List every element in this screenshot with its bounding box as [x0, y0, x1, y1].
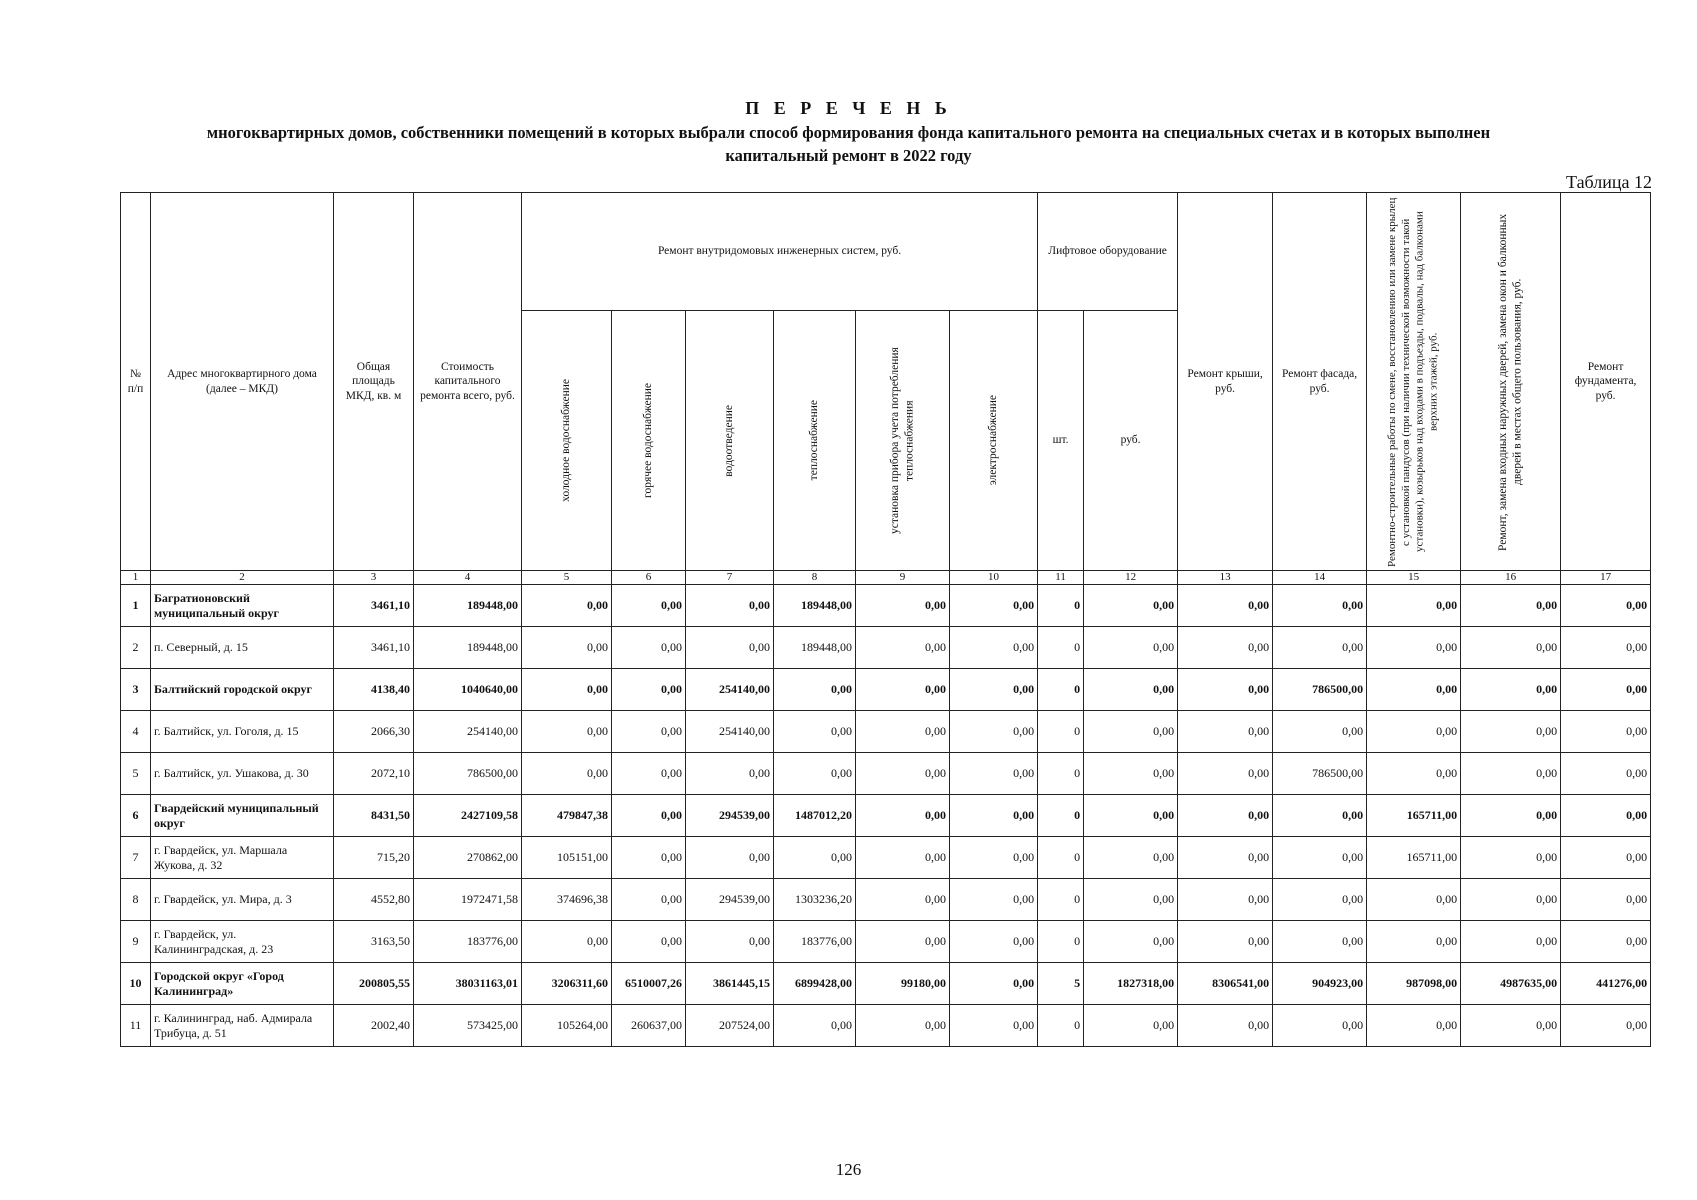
cell-hot: 0,00: [612, 837, 686, 879]
column-number: 11: [1038, 571, 1084, 585]
column-number: 2: [151, 571, 334, 585]
header-electric-text: электроснабжение: [987, 395, 1000, 486]
header-cold-water: [522, 311, 612, 571]
cell-doors: 0,00: [1461, 879, 1561, 921]
row-address: г. Калининград, наб. Адмирала Трибуца, д. 51: [151, 1005, 334, 1047]
cell-elec: 0,00: [950, 753, 1038, 795]
cell-roof: 0,00: [1178, 879, 1273, 921]
column-number: 12: [1084, 571, 1178, 585]
cell-meter: 0,00: [856, 837, 950, 879]
row-number: 2: [121, 627, 151, 669]
cell-drain: 207524,00: [686, 1005, 774, 1047]
cell-heat: 1303236,20: [774, 879, 856, 921]
row-address: Гвардейский муниципальный округ: [151, 795, 334, 837]
column-number: 5: [522, 571, 612, 585]
cell-found: 0,00: [1561, 753, 1651, 795]
cell-roof: 0,00: [1178, 669, 1273, 711]
row-number: 4: [121, 711, 151, 753]
cell-drain: 294539,00: [686, 795, 774, 837]
cell-doors: 0,00: [1461, 627, 1561, 669]
document-title: П Е Р Е Ч Е Н Ь: [745, 98, 952, 118]
cell-lift-pcs: 0: [1038, 753, 1084, 795]
cell-facade: 0,00: [1273, 795, 1367, 837]
cell-drain: 0,00: [686, 921, 774, 963]
cell-roof: 0,00: [1178, 795, 1273, 837]
cell-drain: 254140,00: [686, 711, 774, 753]
cell-facade: 0,00: [1273, 879, 1367, 921]
cell-total: 2427109,58: [414, 795, 522, 837]
cell-area: 2002,40: [334, 1005, 414, 1047]
cell-roof: 0,00: [1178, 921, 1273, 963]
document-subtitle-line2: капитальный ремонт в 2022 году: [725, 146, 972, 165]
header-hot-water: [612, 311, 686, 571]
cell-found: 441276,00: [1561, 963, 1651, 1005]
cell-heat: 0,00: [774, 753, 856, 795]
column-number: 9: [856, 571, 950, 585]
row-number: 1: [121, 585, 151, 627]
cell-constr: 987098,00: [1367, 963, 1461, 1005]
header-heating: [774, 311, 856, 571]
cell-elec: 0,00: [950, 837, 1038, 879]
cell-found: 0,00: [1561, 585, 1651, 627]
cell-heat: 0,00: [774, 711, 856, 753]
cell-doors: 0,00: [1461, 585, 1561, 627]
repair-table: [120, 192, 1651, 1047]
cell-lift-pcs: 0: [1038, 879, 1084, 921]
row-number: 8: [121, 879, 151, 921]
cell-lift-rub: 0,00: [1084, 585, 1178, 627]
cell-hot: 260637,00: [612, 1005, 686, 1047]
cell-heat: 0,00: [774, 669, 856, 711]
column-number: 13: [1178, 571, 1273, 585]
column-number: 3: [334, 571, 414, 585]
cell-constr: 0,00: [1367, 879, 1461, 921]
cell-meter: 0,00: [856, 669, 950, 711]
cell-meter: 0,00: [856, 1005, 950, 1047]
cell-found: 0,00: [1561, 669, 1651, 711]
cell-drain: 3861445,15: [686, 963, 774, 1005]
cell-elec: 0,00: [950, 711, 1038, 753]
row-number: 3: [121, 669, 151, 711]
cell-lift-rub: 0,00: [1084, 921, 1178, 963]
row-address: Городской округ «Город Калининград»: [151, 963, 334, 1005]
cell-total: 573425,00: [414, 1005, 522, 1047]
row-address: Багратионовский муниципальный округ: [151, 585, 334, 627]
cell-lift-rub: 0,00: [1084, 627, 1178, 669]
cell-total: 183776,00: [414, 921, 522, 963]
cell-constr: 0,00: [1367, 753, 1461, 795]
cell-meter: 0,00: [856, 627, 950, 669]
cell-heat: 189448,00: [774, 627, 856, 669]
column-number: 8: [774, 571, 856, 585]
cell-hot: 0,00: [612, 921, 686, 963]
cell-lift-pcs: 0: [1038, 669, 1084, 711]
row-number: 7: [121, 837, 151, 879]
cell-roof: 0,00: [1178, 711, 1273, 753]
header-doors-text: Ремонт, замена входных наружных дверей, замена окон и балконных дверей в местах общего пользования, руб.: [1497, 212, 1524, 551]
cell-constr: 165711,00: [1367, 795, 1461, 837]
document-subtitle: многоквартирных домов, собственники помещений в которых выбрали способ формирования фонда капитального ремонта на специальных счетах и в которых выполнен: [206, 123, 1491, 142]
cell-lift-rub: 0,00: [1084, 669, 1178, 711]
row-address: г. Гвардейск, ул. Мира, д. 3: [151, 879, 334, 921]
cell-found: 0,00: [1561, 795, 1651, 837]
cell-doors: 0,00: [1461, 711, 1561, 753]
cell-hot: 0,00: [612, 795, 686, 837]
header-foundation: Ремонт фундамента, руб.: [1561, 193, 1651, 571]
table-row: [121, 753, 1651, 795]
cell-elec: 0,00: [950, 921, 1038, 963]
column-number: 17: [1561, 571, 1651, 585]
header-meter-text: установка прибора учета потребления теплоснабжения: [889, 347, 916, 534]
cell-area: 715,20: [334, 837, 414, 879]
cell-facade: 0,00: [1273, 1005, 1367, 1047]
cell-total: 1040640,00: [414, 669, 522, 711]
table-row: [121, 627, 1651, 669]
cell-lift-pcs: 0: [1038, 585, 1084, 627]
row-number: 5: [121, 753, 151, 795]
cell-total: 38031163,01: [414, 963, 522, 1005]
header-cold-water-text: холодное водоснабжение: [560, 379, 573, 502]
row-number: 9: [121, 921, 151, 963]
cell-constr: 0,00: [1367, 1005, 1461, 1047]
cell-doors: 0,00: [1461, 669, 1561, 711]
cell-doors: 0,00: [1461, 1005, 1561, 1047]
cell-doors: 0,00: [1461, 753, 1561, 795]
table-row: [121, 585, 1651, 627]
cell-doors: 4987635,00: [1461, 963, 1561, 1005]
cell-area: 4552,80: [334, 879, 414, 921]
header-hot-water-text: горячее водоснабжение: [642, 383, 655, 498]
header-no: № п/п: [121, 193, 151, 571]
cell-meter: 0,00: [856, 711, 950, 753]
header-construction: [1367, 193, 1461, 571]
cell-facade: 0,00: [1273, 921, 1367, 963]
cell-cold: 0,00: [522, 585, 612, 627]
cell-constr: 0,00: [1367, 585, 1461, 627]
cell-lift-rub: 0,00: [1084, 879, 1178, 921]
row-address: г. Балтийск, ул. Гоголя, д. 15: [151, 711, 334, 753]
table-row: [121, 1005, 1651, 1047]
column-number: 6: [612, 571, 686, 585]
cell-total: 254140,00: [414, 711, 522, 753]
header-area: Общая площадь МКД, кв. м: [334, 193, 414, 571]
row-address: п. Северный, д. 15: [151, 627, 334, 669]
cell-heat: 0,00: [774, 837, 856, 879]
header-total-cost: Стоимость капитального ремонта всего, руб.: [414, 193, 522, 571]
cell-meter: 0,00: [856, 795, 950, 837]
header-doors: [1461, 193, 1561, 571]
column-number: 7: [686, 571, 774, 585]
table-body: [121, 585, 1651, 1047]
cell-constr: 165711,00: [1367, 837, 1461, 879]
cell-heat: 183776,00: [774, 921, 856, 963]
cell-lift-rub: 0,00: [1084, 795, 1178, 837]
cell-total: 270862,00: [414, 837, 522, 879]
cell-doors: 0,00: [1461, 837, 1561, 879]
header-drainage-text: водоотведение: [723, 404, 736, 477]
cell-roof: 0,00: [1178, 627, 1273, 669]
table-row: [121, 669, 1651, 711]
cell-total: 189448,00: [414, 585, 522, 627]
cell-cold: 0,00: [522, 711, 612, 753]
table-row: [121, 837, 1651, 879]
header-meter: [856, 311, 950, 571]
column-number: 14: [1273, 571, 1367, 585]
cell-found: 0,00: [1561, 627, 1651, 669]
table-row: [121, 963, 1651, 1005]
cell-elec: 0,00: [950, 879, 1038, 921]
cell-found: 0,00: [1561, 921, 1651, 963]
cell-facade: 0,00: [1273, 627, 1367, 669]
cell-found: 0,00: [1561, 879, 1651, 921]
cell-hot: 0,00: [612, 585, 686, 627]
column-number: 1: [121, 571, 151, 585]
cell-lift-pcs: 5: [1038, 963, 1084, 1005]
cell-facade: 0,00: [1273, 585, 1367, 627]
cell-elec: 0,00: [950, 585, 1038, 627]
cell-lift-rub: 0,00: [1084, 837, 1178, 879]
column-number: 16: [1461, 571, 1561, 585]
cell-found: 0,00: [1561, 711, 1651, 753]
table-label: Таблица 12: [1566, 172, 1652, 192]
cell-cold: 105264,00: [522, 1005, 612, 1047]
cell-meter: 0,00: [856, 585, 950, 627]
row-number: 6: [121, 795, 151, 837]
cell-meter: 0,00: [856, 879, 950, 921]
header-elevator-pcs: шт.: [1038, 311, 1084, 571]
cell-meter: 99180,00: [856, 963, 950, 1005]
page-number: 126: [835, 1160, 862, 1179]
cell-doors: 0,00: [1461, 795, 1561, 837]
cell-total: 1972471,58: [414, 879, 522, 921]
cell-cold: 479847,38: [522, 795, 612, 837]
cell-hot: 0,00: [612, 711, 686, 753]
cell-heat: 6899428,00: [774, 963, 856, 1005]
cell-area: 2066,30: [334, 711, 414, 753]
cell-heat: 0,00: [774, 1005, 856, 1047]
header-electric: [950, 311, 1038, 571]
cell-elec: 0,00: [950, 627, 1038, 669]
cell-lift-pcs: 0: [1038, 837, 1084, 879]
cell-meter: 0,00: [856, 753, 950, 795]
cell-cold: 374696,38: [522, 879, 612, 921]
cell-lift-pcs: 0: [1038, 711, 1084, 753]
cell-hot: 0,00: [612, 879, 686, 921]
cell-area: 3461,10: [334, 627, 414, 669]
cell-total: 189448,00: [414, 627, 522, 669]
cell-lift-pcs: 0: [1038, 627, 1084, 669]
header-roof: Ремонт крыши, руб.: [1178, 193, 1273, 571]
cell-hot: 0,00: [612, 669, 686, 711]
cell-doors: 0,00: [1461, 921, 1561, 963]
cell-total: 786500,00: [414, 753, 522, 795]
row-number: 10: [121, 963, 151, 1005]
cell-cold: 0,00: [522, 753, 612, 795]
column-number: 10: [950, 571, 1038, 585]
column-number: 4: [414, 571, 522, 585]
header-facade: Ремонт фасада, руб.: [1273, 193, 1367, 571]
cell-lift-pcs: 0: [1038, 1005, 1084, 1047]
cell-drain: 294539,00: [686, 879, 774, 921]
cell-area: 3163,50: [334, 921, 414, 963]
cell-lift-rub: 1827318,00: [1084, 963, 1178, 1005]
header-construction-text: Ремонтно-строительные работы по смене, восстановлению или замене крылец с установкой пандусов (при наличии технической возможности такой установки), козырьков над входами в подъезды, подвалы, над балконами верхних этажей, руб.: [1386, 196, 1440, 567]
header-drainage: [686, 311, 774, 571]
header-elevator-rub: руб.: [1084, 311, 1178, 571]
header-elevator: Лифтовое оборудование: [1038, 193, 1178, 311]
cell-cold: 0,00: [522, 627, 612, 669]
header-engineering-systems: Ремонт внутридомовых инженерных систем, руб.: [522, 193, 1038, 311]
cell-constr: 0,00: [1367, 669, 1461, 711]
cell-lift-rub: 0,00: [1084, 753, 1178, 795]
cell-roof: 8306541,00: [1178, 963, 1273, 1005]
cell-roof: 0,00: [1178, 753, 1273, 795]
column-numbers-row: [121, 571, 1651, 585]
cell-hot: 0,00: [612, 753, 686, 795]
cell-drain: 0,00: [686, 585, 774, 627]
cell-roof: 0,00: [1178, 837, 1273, 879]
cell-lift-pcs: 0: [1038, 921, 1084, 963]
cell-facade: 904923,00: [1273, 963, 1367, 1005]
cell-cold: 0,00: [522, 921, 612, 963]
cell-facade: 0,00: [1273, 711, 1367, 753]
header-heating-text: теплоснабжение: [808, 400, 821, 481]
row-number: 11: [121, 1005, 151, 1047]
cell-cold: 105151,00: [522, 837, 612, 879]
cell-cold: 3206311,60: [522, 963, 612, 1005]
cell-hot: 0,00: [612, 627, 686, 669]
cell-lift-rub: 0,00: [1084, 1005, 1178, 1047]
row-address: г. Гвардейск, ул. Калининградская, д. 23: [151, 921, 334, 963]
cell-lift-pcs: 0: [1038, 795, 1084, 837]
cell-drain: 0,00: [686, 837, 774, 879]
table-row: [121, 921, 1651, 963]
cell-heat: 1487012,20: [774, 795, 856, 837]
cell-lift-rub: 0,00: [1084, 711, 1178, 753]
cell-found: 0,00: [1561, 1005, 1651, 1047]
cell-area: 8431,50: [334, 795, 414, 837]
cell-elec: 0,00: [950, 1005, 1038, 1047]
cell-meter: 0,00: [856, 921, 950, 963]
cell-drain: 254140,00: [686, 669, 774, 711]
table-row: [121, 879, 1651, 921]
cell-area: 2072,10: [334, 753, 414, 795]
cell-elec: 0,00: [950, 963, 1038, 1005]
cell-constr: 0,00: [1367, 627, 1461, 669]
cell-heat: 189448,00: [774, 585, 856, 627]
column-number: 15: [1367, 571, 1461, 585]
row-address: г. Балтийск, ул. Ушакова, д. 30: [151, 753, 334, 795]
cell-area: 200805,55: [334, 963, 414, 1005]
table-row: [121, 795, 1651, 837]
row-address: г. Гвардейск, ул. Маршала Жукова, д. 32: [151, 837, 334, 879]
cell-roof: 0,00: [1178, 1005, 1273, 1047]
cell-facade: 786500,00: [1273, 753, 1367, 795]
cell-facade: 786500,00: [1273, 669, 1367, 711]
cell-found: 0,00: [1561, 837, 1651, 879]
cell-cold: 0,00: [522, 669, 612, 711]
cell-roof: 0,00: [1178, 585, 1273, 627]
row-address: Балтийский городской округ: [151, 669, 334, 711]
cell-elec: 0,00: [950, 795, 1038, 837]
cell-drain: 0,00: [686, 753, 774, 795]
cell-hot: 6510007,26: [612, 963, 686, 1005]
cell-facade: 0,00: [1273, 837, 1367, 879]
cell-area: 3461,10: [334, 585, 414, 627]
cell-drain: 0,00: [686, 627, 774, 669]
cell-area: 4138,40: [334, 669, 414, 711]
cell-constr: 0,00: [1367, 921, 1461, 963]
cell-elec: 0,00: [950, 669, 1038, 711]
header-address: Адрес многоквартирного дома (далее – МКД): [151, 193, 334, 571]
cell-constr: 0,00: [1367, 711, 1461, 753]
table-row: [121, 711, 1651, 753]
